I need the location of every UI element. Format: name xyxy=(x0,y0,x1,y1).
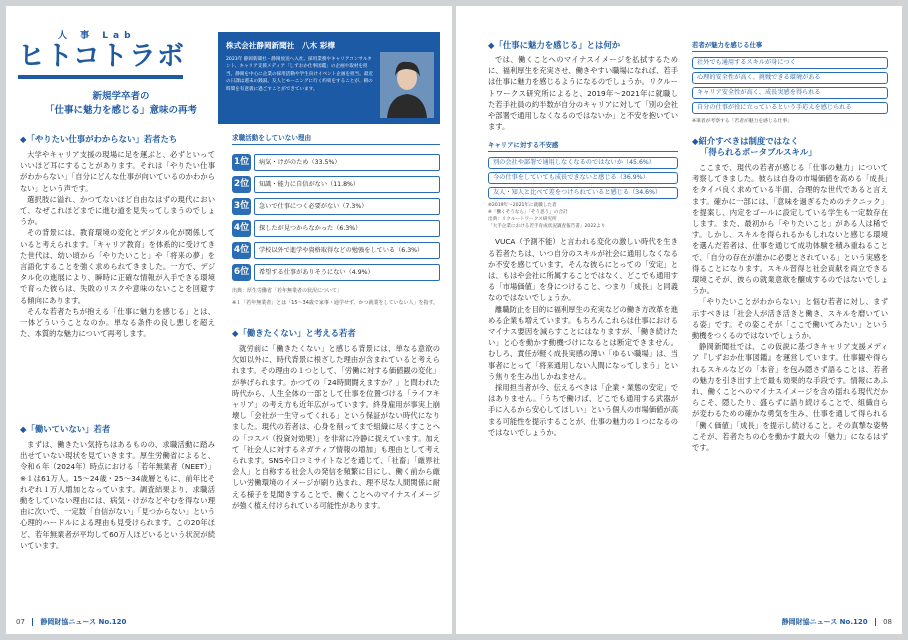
author-photo xyxy=(380,52,434,118)
rank-badge: 3位 xyxy=(232,198,251,215)
magazine-name: 静岡財協ニュース No.120 xyxy=(781,618,868,626)
note: ※「働くそうなら」「そう思う」の合計 xyxy=(488,210,568,216)
rank-text: 知識・能力に自信がない（11.8%） xyxy=(254,176,440,193)
section-4-body xyxy=(488,54,678,132)
page-number: 07 xyxy=(16,618,25,626)
section-3 xyxy=(232,328,440,511)
section-5-body xyxy=(488,236,678,438)
source: 「大手企業における若手育成状況調査報告書」2022より xyxy=(488,224,606,230)
paragraph: 静岡新聞社では、この仮説に基づきキャリア支援メディア『しずおか仕事図鑑』を運営しています。仕事観や得られるスキルなどの「本音」を包み隠さず語ることは、若者の魅力を引き出す上で最も効果的な手段です。情報にあふれ、働くことへのマイナスイメージを含め揺れる現代だからこそ、隠したり、盛らずに語り続けることで、組織自らが変わるための確かな勇気を生み、仕事を通して得られる「働く価値」「成長」を提示し続けること。その真摯な姿勢こそが、若者たちの心を動かす最大の「魅力」になるはずです。 xyxy=(692,342,888,453)
feel-item: 自分の仕事が役に立っているという手応えを感じられる xyxy=(692,102,888,114)
ranking-box xyxy=(232,132,440,307)
feel-title: 若者が魅力を感じる仕事 xyxy=(692,40,888,52)
rank-text: 急いで仕事につく必要がない（7.3%） xyxy=(254,198,440,215)
paragraph: ここまで、現代の若者が感じる「仕事の魅力」について考察してきました。彼らは自身の市場価値を高める「成長」をタイパ良く求めている半面、合理的な世代であると言えます。確かに一部には、「意味を過ぎるためのテクニック」を提案し、内定をゴールに設定している学生も一定数存在します。また、最初から「やりたいこと」がある人は稀です。しかし、スキルを得られるかもしれないと感じる環境を選んだ若者は、仕事を通じて成功体験を積み重ねることで、「自分の存在が誰かに必要とされている」という実感を得ることになります。スキル習得と社会貢献を両立できる環境こそが、彼らの就業意欲を醸成するのではないでしょうか。 xyxy=(692,163,888,296)
note: ※2019年～2021年に就職した者 xyxy=(488,203,557,209)
brand-underline xyxy=(18,75,183,79)
brand-logo: ヒトコトラボ xyxy=(18,41,185,72)
rank-text: 希望する仕事がありそうにない（4.9%） xyxy=(254,264,440,281)
feel-item: キャリア安全性が高く、成長実感を得られる xyxy=(692,87,888,99)
article-subtitle xyxy=(36,90,206,118)
ranking-row xyxy=(232,151,440,173)
rank-badge: 1位 xyxy=(232,154,251,171)
section-6-body xyxy=(692,162,888,453)
anxiety-item: 別の会社や部署で通用しなくなるのではないか（45.6%） xyxy=(488,157,678,169)
rank-badge: 6位 xyxy=(232,264,251,281)
paragraph: そんな若者たちが抱える「仕事に魅力を感じる」とは、一体どういうことなのか。単なる条件の良し悪しを超えた、本質的な魅力について再考します。 xyxy=(20,306,215,339)
right-column-1 xyxy=(488,40,678,438)
paragraph: まずは、働きたい気持ちはあるものの、求職活動に踏み出せていない現状を見ていきます。厚生労働省によると、令和６年（2024年）時点における「若年無業者（NEET）」※１は61万人。15～24歳・25～34歳層ともに、前年比それぞれ１万人増加となっています。調査結果より、求職活動をしていない理由には、病気・けがなどやむを得ない理由に次いで、一定数「自信がない」「見つからない」という心理的ハードルによる理由も見受けられます。この20年ほど、若年無業者が平均して60万人ほどいるという状況が続いています。 xyxy=(20,440,215,550)
section-1-body xyxy=(20,149,215,339)
section-3-body xyxy=(232,343,440,511)
ranking-source: 出典：厚生労働省「若年無業者の状況について」 xyxy=(232,288,342,294)
rank-badge: 2位 xyxy=(232,176,251,193)
brand-block xyxy=(18,28,190,79)
paragraph: その背景には、教育環境の変化とデジタル化が関係していると考えられます。「キャリア教育」を体系的に受けてきた世代は、幼い頃から「やりたいこと」や「将来の夢」を言語化することを強く求められてきました。一方で、デジタル化の進展により、瞬時に正確な情報が入手できる環境で育った彼らは、失敗のリスクや意味のないことを回避する傾向にあります。 xyxy=(20,228,215,305)
subtitle-line-1: 新規学卒者の xyxy=(92,91,150,102)
feel-item: 社外でも通用するスキルが身につく xyxy=(692,57,888,69)
footer-left xyxy=(16,617,126,627)
source: 出典：リクルートワークス研究所 xyxy=(488,217,557,223)
left-page xyxy=(6,6,452,634)
ranking-row xyxy=(232,239,440,261)
paragraph: 就労前に「働きたくない」と感じる背景には、単なる意欲の欠如以外に、時代背景に根ざした理由が含まれていると考えられます。その理由の１つとして、「労働に対する価値観の変化」が挙げられます。かつての「24時間闘えますか？」と問われた時代から、人生全体の一部として仕事を位置づける「ライフキャリア」の考え方も近年広がっています。終身雇用が事実上崩壊し「会社が一生守ってくれる」という保証がない時代になりました。現代の若者は、心身を削ってまで組織に尽くすことへの「コスパ（投資対効果）」を非常に冷静に捉えています。加えて「社会人に対するネガティブ情報の増加」も理由として考えられます。SNSや口コミサイトなどを通じて、「社畜」「厳界社会人」と自称する社会人の発信を頻繁に目にし、働く前から厳しい労働環境のイメージが刷り込まれ、理不尽な人間関係に耐える様子を見聞きすることで、働くことへのマイナスイメージが強く植え付けられている可能性があります。 xyxy=(232,344,440,510)
author-name: 株式会社静岡新聞社 八木 彩樺 xyxy=(226,41,335,50)
subtitle-line-2: 「仕事に魅力を感じる」意味の再考 xyxy=(44,105,197,116)
page-number: 08 xyxy=(883,618,892,626)
section-2-title: ◆「働いていない」若者 xyxy=(20,424,111,434)
section-1-title: ◆「やりたい仕事がわからない」若者たち xyxy=(20,134,178,144)
section-6 xyxy=(692,136,888,453)
footer-right xyxy=(782,617,892,627)
feel-item: 心理的安全性が高く、挑戦できる環境がある xyxy=(692,72,888,84)
section-6-title-2: 「得られるポータブルスキル」 xyxy=(700,147,817,157)
anxiety-box xyxy=(488,140,678,230)
ranking-row xyxy=(232,195,440,217)
section-3-title: ◆「働きたくない」と考える若者 xyxy=(232,328,356,338)
rank-text: 病気・けがのため（33.5%） xyxy=(254,154,440,171)
author-box xyxy=(218,32,440,124)
paragraph: 採用担当者が今、伝えるべきは「企業・業態の安定」ではありません。「うちで働けば、どこでも通用する武器が手に入るから安心してほしい」という個人の市場価値が高まる可能性を提示することが、仕事の魅力の１つになるのではないでしょうか。 xyxy=(488,383,678,437)
ranking-row xyxy=(232,261,440,283)
magazine-name: 静岡財協ニュース No.120 xyxy=(40,618,127,626)
section-2 xyxy=(20,424,215,551)
ranking-row xyxy=(232,217,440,239)
paragraph: 選択肢に溢れ、かつてないほど自由なはずの現代において、なぜこれほどまでに進む道を見失ってしまうのでしょうか。 xyxy=(20,194,215,227)
section-4-title: ◆「仕事に魅力を感じる」とは何か xyxy=(488,40,621,50)
section-6-title-1: ◆紹介すべきは制度ではなく xyxy=(692,136,799,146)
section-1 xyxy=(20,134,215,339)
rank-text: 探したが見つからなかった（6.3%） xyxy=(254,220,440,237)
author-bio: 2023年 静岡新聞社・静岡放送へ入社。採用業務やキャリアコンサルタント、キャリア支援メディア「しずおか仕事図鑑」の企画や取材を担当。静岡を中心に企業の採用活動や学生向けイベント企画を担当。最近の日課は週末の銭湯。友人とモーニングに行く約束をすることが、朝の時間を有意義に過ごすことができています。 xyxy=(226,57,374,92)
rank-text: 学校以外で進学や資格取得などの勉強をしている（6.3%） xyxy=(254,242,440,259)
right-page xyxy=(456,6,902,634)
footnote: ※１「若年無業者」とは「15～34歳で家事・通学せず、かつ就業をしていない人」を指す。 xyxy=(232,300,439,306)
ranking-title: 求職活動をしていない理由 xyxy=(232,132,440,145)
right-column-2 xyxy=(692,40,888,453)
anxiety-item: 今の仕事をしていても成長できないと感じる（36.9%） xyxy=(488,172,678,184)
anxiety-title: キャリアに対する不安感 xyxy=(488,140,678,152)
paragraph: VUCA（予測不能）と言われる変化の激しい時代を生きる若者たちは、いつ自分のスキルが社会に通用しなくなるか不安を感じています。そんな彼らにとっての「安定」とは、もはや会社に所属することではなく、どこでも通用する「市場価値」を身につけること、つまり「成長」と同義なのではないでしょうか。 xyxy=(488,237,678,303)
brand-small: 人 事 Lab xyxy=(58,31,136,41)
paragraph: 大学やキャリア支援の現場に足を運ぶと、必ずといっていいほど耳にすることがあります。それは「やりたい仕事がわからない」「自分にどんな仕事が向いているのかわからない」という声です。 xyxy=(20,150,215,193)
paragraph: では、働くことへのマイナスイメージを払拭するために、福利厚生を充実させ、働きやすい職場になれば、若手は仕事に魅力を感じるようになるのでしょうか。リクルートワークス研究所によると、2019年～2021年に就職した若手社員の約半数が自分のキャリアに対して「別の会社や部署で通用しなくなるのではないか」と不安を抱いています。 xyxy=(488,55,678,132)
anxiety-item: 友人・知人と比べて差をつけられていると感じる（34.6%） xyxy=(488,187,678,199)
ranking-row xyxy=(232,173,440,195)
section-2-body xyxy=(20,439,215,551)
anxiety-notes xyxy=(488,202,678,230)
paragraph: 「やりたいことがわからない」と悩む若者に対し、まず示すべきは「社会人が活き活きと働き、スキルを磨いている姿」です。その姿こそが「ここで働いてみたい」という動機をつくるのではないでしょうか。 xyxy=(692,297,888,341)
paragraph: 離職防止を目的に福利厚生の充実などの働き方改革を進める企業も増えています。もちろんこれらは仕事におけるマイナス要因を減らすことにはなりますが、「働き続けたい」と心を動かす動機づけになるとは断定できません。むしろ、責任が軽く成長実感の薄い「ゆるい職場」は、当事者にとって「将来通用しない人間になってしまう」という焦りを生み出しかねません。 xyxy=(488,304,678,381)
rank-badge: 4位 xyxy=(232,242,251,259)
rank-badge: 4位 xyxy=(232,220,251,237)
feel-note: ※筆者が考察する「若者が魅力を感じる仕事」 xyxy=(692,119,792,124)
